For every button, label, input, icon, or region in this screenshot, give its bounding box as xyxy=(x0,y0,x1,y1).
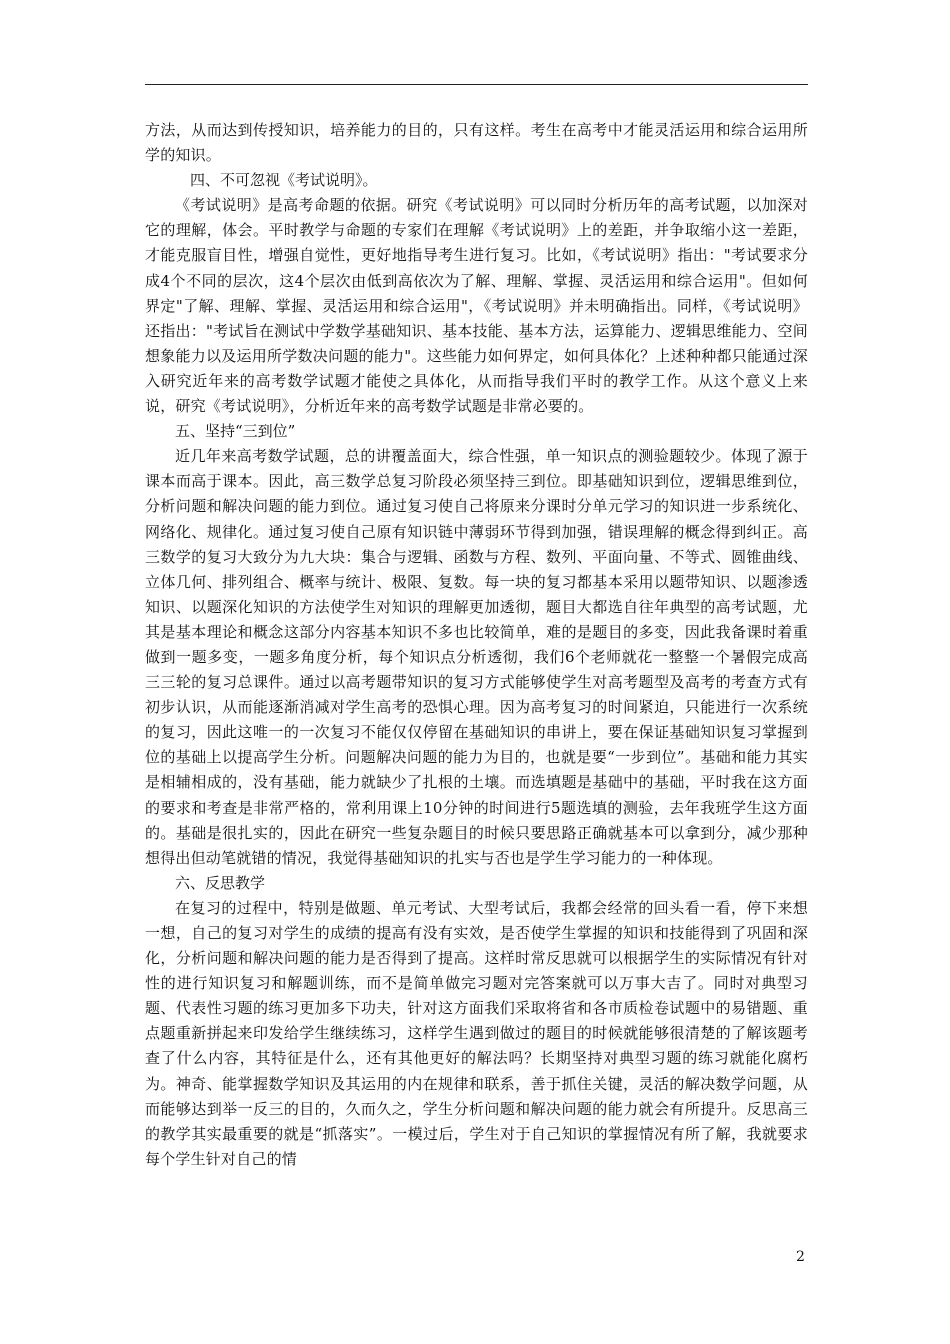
document-body xyxy=(145,118,808,1172)
section-heading-4: 四、不可忽视《考试说明》。 xyxy=(190,171,378,190)
page-number: 2 xyxy=(796,1249,805,1265)
header-rule xyxy=(145,84,808,85)
section-heading-5: 五、坚持“三到位” xyxy=(175,422,296,441)
paragraph-intro: 方法，从而达到传授知识，培养能力的目的，只有这样。考生在高考中才能灵活运用和综合运用所学的知识。 xyxy=(145,121,808,165)
paragraph-section-4: 《考试说明》是高考命题的依据。研究《考试说明》可以同时分析历年的高考试题，以加深对它的理解，体会。平时教学与命题的专家们在理解《考试说明》上的差距，并争取缩小这一差距，才能克服盲目性，增强自觉性，更好地指导考生进行复习。比如，《考试说明》指出："考试要求分成4个不同的层次，这4个层次由低到高依次为了解、理解、掌握、灵活运用和综合运用"。但如何界定"了解、理解、掌握、灵活运用和综合运用"，《考试说明》并未明确指出。同样，《考试说明》还指出："考试旨在测试中学数学基础知识、基本技能、基本方法，运算能力、逻辑思维能力、空间想象能力以及运用所学数决问题的能力"。这些能力如何界定，如何具体化？上述种种都只能通过深入研究近年来的高考数学试题才能使之具体化，从而指导我们平时的教学工作。从这个意义上来说，研究《考试说明》，分析近年来的高考数学试题是非常必要的。 xyxy=(145,196,808,416)
paragraph-section-5: 近几年来高考数学试题，总的讲覆盖面大，综合性强，单一知识点的测验题较少。体现了源于课本而高于课本。因此，高三数学总复习阶段必须坚持三到位。即基础知识到位，逻辑思维到位，分析问题和解决问题的能力到位。通过复习使自己将原来分课时分单元学习的知识进一步系统化、网络化、规律化。通过复习使自己原有知识链中薄弱环节得到加强，错误理解的概念得到纠正。高三数学的复习大致分为九大块：集合与逻辑、函数与方程、数列、平面向量、不等式、圆锥曲线、立体几何、排列组合、概率与统计、极限、复数。每一块的复习都基本采用以题带知识、以题渗透知识、以题深化知识的方法使学生对知识的理解更加透彻，题目大都选自往年典型的高考试题，尤其是基本理论和概念这部分内容基本知识不多也比较简单，难的是题目的多变，因此我备课时着重做到一题多变，一题多角度分析，每个知识点分析透彻，我们6个老师就花一整整一个暑假完成高三三轮的复习总课件。通过以高考题带知识的复习方式能够使学生对高考题型及高考的考查方式有初步认识，从而能逐渐消减对学生高考的恐惧心理。因为高考复习的时间紧迫，只能进行一次系统的复习，因此这唯一的一次复习不能仅仅停留在基础知识的串讲上，要在保证基础知识复习掌握到位的基础上以提高学生分析。问题解决问题的能力为目的，也就是要“一步到位”。基础和能力其实是相辅相成的，没有基础，能力就缺少了扎根的土壤。而选填题是基础中的基础，平时我在这方面的要求和考查是非常严格的，常利用课上10分钟的时间进行5题选填的测验，去年我班学生这方面的。基础是很扎实的，因此在研究一些复杂题目的时候只要思路正确就基本可以拿到分，减少那种想得出但动笔就错的情况，我觉得基础知识的扎实与否也是学生学习能力的一种体现。 xyxy=(145,447,808,867)
section-heading-6: 六、反思教学 xyxy=(175,873,266,892)
paragraph-section-6: 在复习的过程中，特别是做题、单元考试、大型考试后，我都会经常的回头看一看，停下来想一想，自己的复习对学生的成绩的提高有没有实效，是否使学生掌握的知识和技能得到了巩固和深化，分析问题和解决问题的能力是否得到了提高。这样时常反思就可以根据学生的实际情况有针对性的进行知识复习和解题训练，而不是简单做完习题对完答案就可以万事大吉了。同时对典型习题、代表性习题的练习更加多下功夫，针对这方面我们采取将省和各市质检卷试题中的易错题、重点题重新拼起来印发给学生继续练习，这样学生遇到做过的题目的时候就能够很清楚的了解该题考查了什么内容，其特征是什么，还有其他更好的解法吗？长期坚持对典型习题的练习就能化腐朽为。神奇、能掌握数学知识及其运用的内在规律和联系，善于抓住关键，灵活的解决数学问题，从而能够达到举一反三的目的，久而久之，学生分析问题和解决问题的能力就会有所提升。反思高三的教学其实最重要的就是“抓落实”。一模过后，学生对于自己知识的掌握情况有所了解，我就要求每个学生针对自己的情 xyxy=(145,898,808,1168)
